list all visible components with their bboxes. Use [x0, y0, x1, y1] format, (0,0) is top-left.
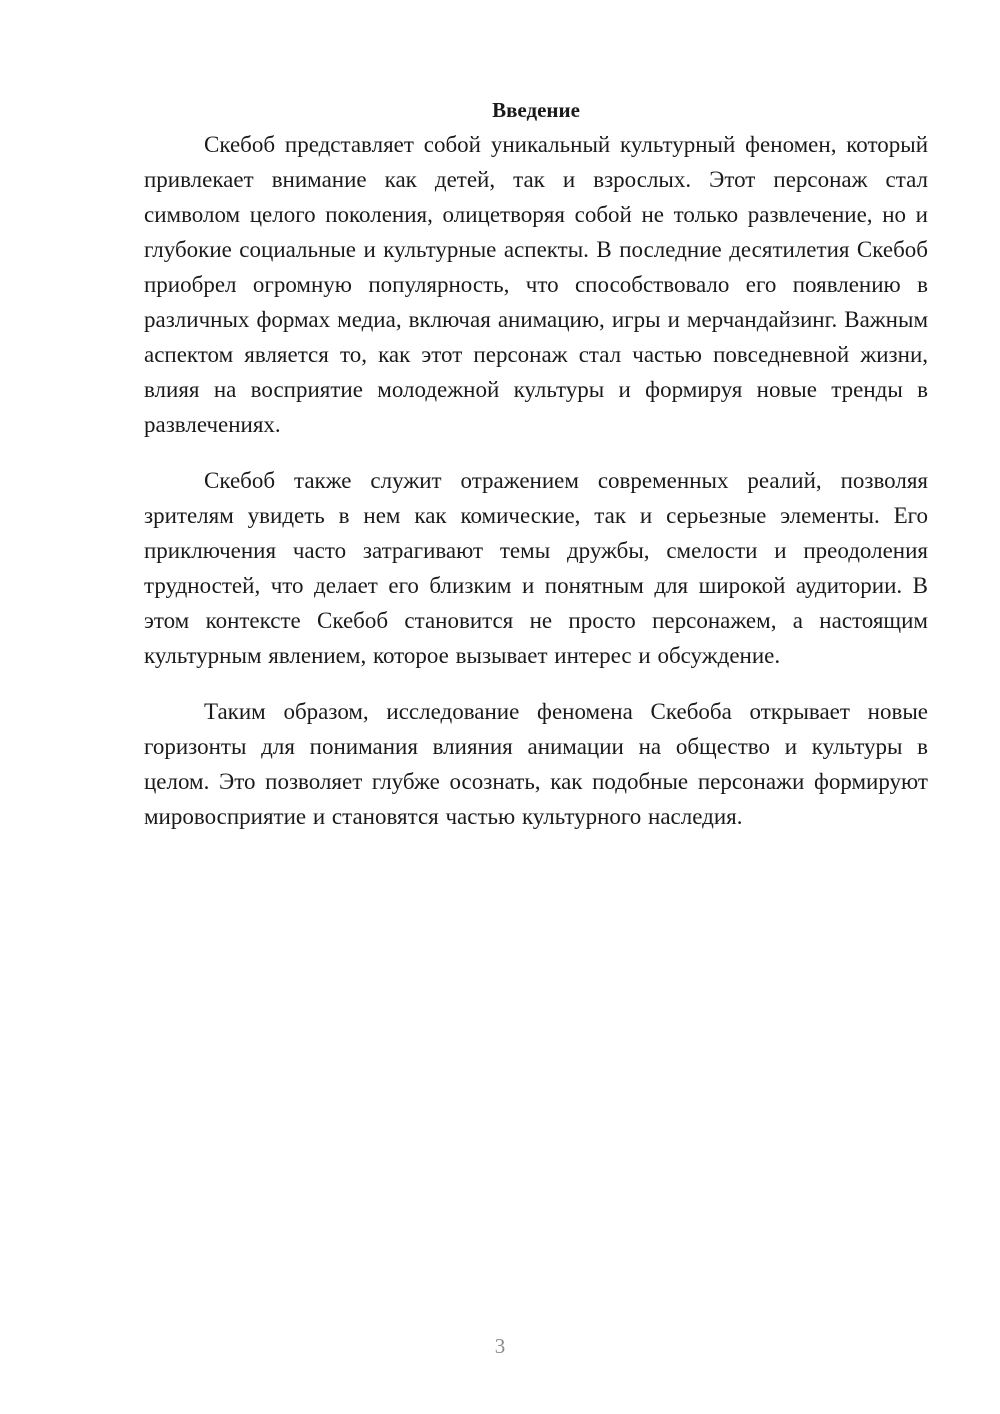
paragraph-intro: Скебоб представляет собой уникальный культурный феномен, который привлекает внимание как детей, так и взрослых. Этот персонаж стал символом целого поколения, олицетворяя собой не только развлечение, но и глубокие социальные и культурные аспекты. В последние десятилетия Скебоб приобрел огромную популярность, что способствовало его появлению в различных формах медиа, включая анимацию, игры и мерчандайзинг. Важным аспектом является то, как этот персонаж стал частью повседневной жизни, влияя на восприятие молодежной культуры и формируя новые тренды в развлечениях.	[144, 132, 928, 437]
paragraph-conclusion: Таким образом, исследование феномена Скебоба открывает новые горизонты для понимания влияния анимации на общество и культуры в целом. Это позволяет глубже осознать, как подобные персонажи формируют мировосприятие и становятся частью культурного наследия.	[144, 699, 928, 829]
page-body	[144, 95, 928, 855]
section-heading: Введение	[492, 98, 580, 122]
page-number: 3	[494, 1334, 506, 1358]
paragraph-reflection: Скебоб также служит отражением современных реалий, позволяя зрителям увидеть в нем как комические, так и серьезные элементы. Его приключения часто затрагивают темы дружбы, смелости и преодоления трудностей, что делает его близким и понятным для широкой аудитории. В этом контексте Скебоб становится не просто персонажем, а настоящим культурным явлением, которое вызывает интерес и обсуждение.	[144, 468, 928, 668]
